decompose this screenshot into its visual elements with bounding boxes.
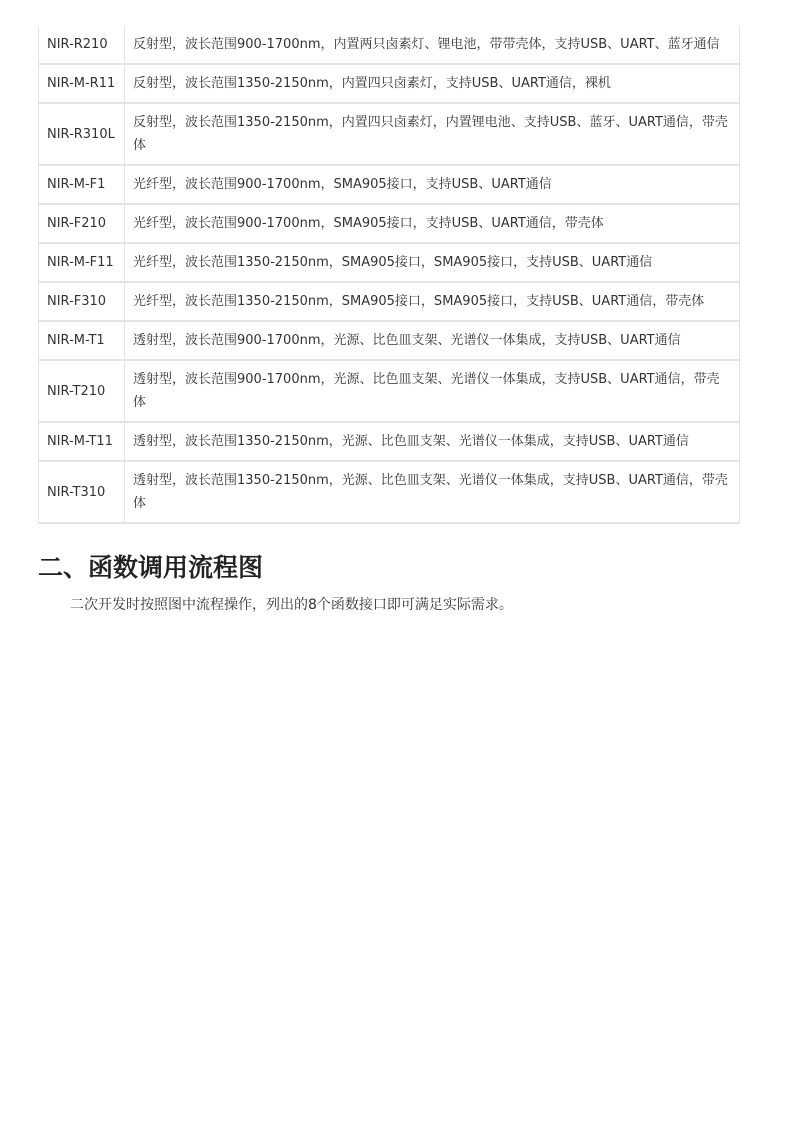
table-row <box>39 165 740 204</box>
model-name-cell: NIR-M-R11 <box>39 64 125 103</box>
model-description-cell: 透射型，波长范围900-1700nm，光源、比色皿支架、光谱仪一体集成，支持USB、UART通信，带壳体 <box>125 360 740 422</box>
model-name-cell: NIR-M-T11 <box>39 422 125 461</box>
section-intro: 二次开发时按照图中流程操作，列出的8个函数接口即可满足实际需求。 <box>70 597 513 613</box>
table-row <box>39 282 740 321</box>
table-row <box>39 243 740 282</box>
model-description-cell: 透射型，波长范围1350-2150nm，光源、比色皿支架、光谱仪一体集成，支持USB、UART通信 <box>125 422 740 461</box>
model-name-cell: NIR-M-F11 <box>39 243 125 282</box>
table-row <box>39 64 740 103</box>
model-name-cell: NIR-T310 <box>39 461 125 523</box>
model-description-cell: 反射型，波长范围1350-2150nm，内置四只卤素灯，支持USB、UART通信，裸机 <box>125 64 740 103</box>
model-description-cell: 透射型，波长范围900-1700nm，光源、比色皿支架、光谱仪一体集成，支持USB、UART通信 <box>125 321 740 360</box>
model-table-body <box>39 26 740 523</box>
model-description-cell: 光纤型，波长范围1350-2150nm，SMA905接口，SMA905接口，支持USB、UART通信 <box>125 243 740 282</box>
document-page <box>38 26 740 616</box>
model-name-cell: NIR-R310L <box>39 103 125 165</box>
model-description-cell: 反射型，波长范围900-1700nm，内置两只卤素灯、锂电池，带带壳体，支持USB、UART、蓝牙通信 <box>125 26 740 64</box>
model-name-cell: NIR-R210 <box>39 26 125 64</box>
table-row <box>39 422 740 461</box>
model-name-cell: NIR-F210 <box>39 204 125 243</box>
table-row <box>39 103 740 165</box>
table-row <box>39 26 740 64</box>
table-row <box>39 321 740 360</box>
model-name-cell: NIR-T210 <box>39 360 125 422</box>
table-row <box>39 204 740 243</box>
table-row <box>39 360 740 422</box>
model-name-cell: NIR-F310 <box>39 282 125 321</box>
model-description-cell: 光纤型，波长范围1350-2150nm，SMA905接口，SMA905接口，支持USB、UART通信，带壳体 <box>125 282 740 321</box>
table-row <box>39 461 740 523</box>
model-description-cell: 反射型，波长范围1350-2150nm，内置四只卤素灯，内置锂电池、支持USB、蓝牙、UART通信，带壳体 <box>125 103 740 165</box>
model-name-cell: NIR-M-T1 <box>39 321 125 360</box>
section-title: 二、函数调用流程图 <box>38 553 264 582</box>
model-description-cell: 光纤型，波长范围900-1700nm，SMA905接口，支持USB、UART通信 <box>125 165 740 204</box>
model-name-cell: NIR-M-F1 <box>39 165 125 204</box>
model-description-cell: 光纤型，波长范围900-1700nm，SMA905接口，支持USB、UART通信，带壳体 <box>125 204 740 243</box>
model-description-cell: 透射型，波长范围1350-2150nm，光源、比色皿支架、光谱仪一体集成，支持USB、UART通信，带壳体 <box>125 461 740 523</box>
model-table <box>38 26 740 524</box>
